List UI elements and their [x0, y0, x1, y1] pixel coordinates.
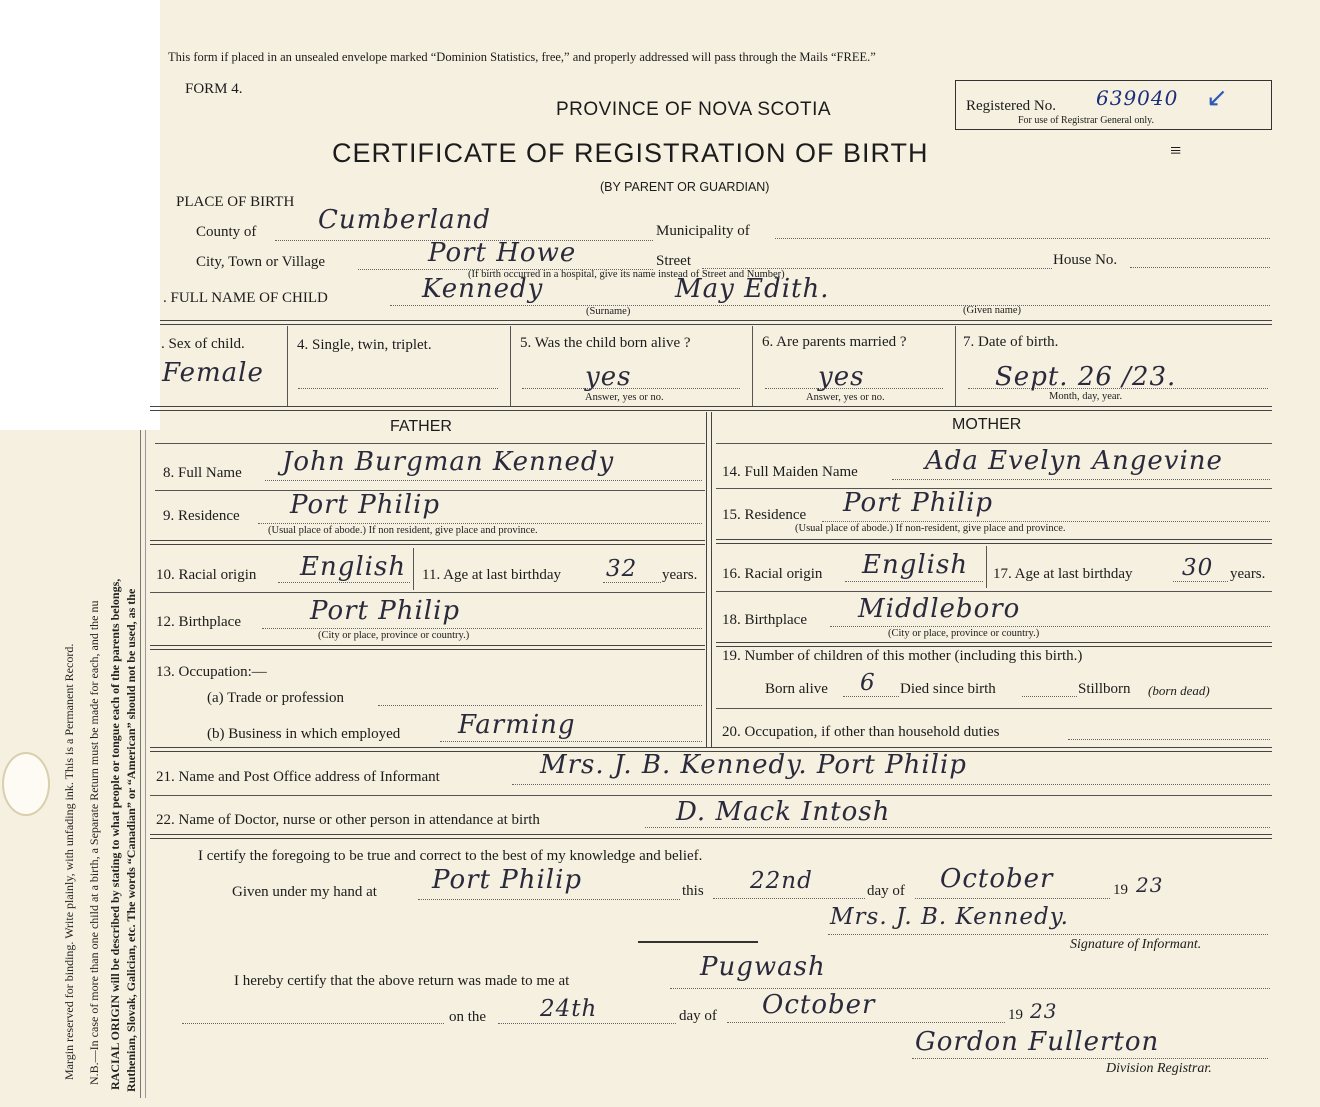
father-residence-label: 9. Residence [163, 508, 240, 524]
strikeout-mark: ≡ [1170, 140, 1182, 162]
punch-hole [2, 752, 50, 816]
mother-age-label: 17. Age at last birthday [993, 566, 1133, 582]
mother-birthplace-label: 18. Birthplace [722, 612, 807, 628]
mother-name-value: Ada Evelyn Angevine [925, 446, 1223, 476]
county-value: Cumberland [318, 205, 491, 235]
child-surname: Kennedy [422, 274, 544, 304]
registered-number: 639040 [1096, 86, 1179, 110]
mother-residence-value: Port Philip [843, 488, 994, 518]
this-label: this [682, 883, 704, 899]
born-alive-caption: Answer, yes or no. [585, 392, 664, 403]
given-year-prefix: 19 [1113, 882, 1128, 898]
father-residence-value: Port Philip [290, 490, 441, 520]
father-birthplace-value: Port Philip [310, 596, 461, 626]
blue-check-mark: ↙ [1206, 83, 1228, 112]
parents-married-caption: Answer, yes or no. [806, 392, 885, 403]
dob-label: 7. Date of birth. [963, 334, 1059, 350]
mother-age-years: years. [1230, 566, 1266, 582]
torn-corner [0, 0, 160, 430]
registrar-day-value: 24th [540, 996, 598, 1022]
municipality-label: Municipality of [656, 223, 750, 239]
father-trade-label: (a) Trade or profession [207, 690, 345, 706]
born-alive-count-label: Born alive [765, 681, 828, 697]
sex-value: Female [162, 358, 264, 388]
father-name-value: John Burgman Kennedy [282, 447, 615, 477]
form-number: FORM 4. [185, 81, 243, 97]
given-day-of-label: day of [867, 883, 905, 899]
given-month-value: October [940, 864, 1054, 894]
dob-caption: Month, day, year. [1049, 391, 1123, 402]
informant-signature: Mrs. J. B. Kennedy. [830, 904, 1069, 930]
street-label: Street [656, 253, 691, 269]
stillborn-label: Stillborn [1078, 681, 1131, 697]
mother-birthplace-caption: (City or place, province or country.) [888, 628, 1040, 639]
father-occupation-label: 13. Occupation:— [156, 664, 267, 680]
city-label: City, Town or Village [196, 254, 326, 270]
registrar-signature: Gordon Fullerton [915, 1027, 1160, 1057]
father-age-years: years. [662, 567, 698, 583]
place-of-birth-label: PLACE OF BIRTH [176, 194, 295, 210]
mother-age-value: 30 [1182, 555, 1214, 581]
father-age-value: 32 [606, 556, 638, 582]
given-at-place: Port Philip [432, 865, 583, 895]
registrar-statement: I hereby certify that the above return was made to me at [234, 973, 570, 989]
stillborn-note: (born dead) [1148, 683, 1210, 698]
hospital-note: (If birth occurred in a hospital, give its name instead of Street and Number) [468, 269, 785, 280]
father-birthplace-label: 12. Birthplace [156, 614, 241, 630]
father-age-label: 11. Age at last birthday [422, 567, 561, 583]
registered-box [955, 80, 1272, 130]
margin-text-3: RACIAL ORIGIN will be described by stating to what people or tongue each of the parents belongs, [108, 578, 122, 1090]
given-at-label: Given under my hand at [232, 884, 377, 900]
registrar-month-value: October [762, 990, 876, 1020]
father-name-label: 8. Full Name [163, 465, 242, 481]
certification-statement: I certify the foregoing to be true and correct to the best of my knowledge and belief. [198, 848, 703, 864]
on-the-label: on the [449, 1009, 487, 1025]
plurality-label: 4. Single, twin, triplet. [297, 337, 432, 353]
registered-label: Registered No. [966, 98, 1056, 114]
house-number-label: House No. [1053, 252, 1118, 268]
mother-racial-value: English [862, 550, 969, 580]
parents-married-label: 6. Are parents married ? [762, 334, 907, 350]
father-residence-caption: (Usual place of abode.) If non resident, give place and province. [268, 525, 538, 536]
registrar-day-of-label: day of [679, 1008, 717, 1024]
father-birthplace-caption: (City or place, province or country.) [318, 630, 470, 641]
surname-caption: (Surname) [586, 306, 631, 317]
born-alive-value: yes [585, 362, 632, 392]
informant-label: 21. Name and Post Office address of Informant [156, 769, 440, 785]
mother-birthplace-value: Middleboro [858, 594, 1021, 624]
registrar-place: Pugwash [700, 952, 826, 982]
margin-text-4: Ruthenian, Slovak, Galician, etc. The words “Canadian” or “American” should not be used, as the [124, 588, 138, 1092]
mother-racial-label: 16. Racial origin [722, 566, 823, 582]
certificate-title: CERTIFICATE OF REGISTRATION OF BIRTH [332, 138, 929, 168]
mother-name-label: 14. Full Maiden Name [722, 464, 858, 480]
informant-signature-caption: Signature of Informant. [1070, 937, 1202, 952]
margin-text-2: N.B.—In case of more than one child at a birth, a Separate Return must be made for each, and the nu [87, 600, 101, 1085]
doctor-value: D. Mack Intosh [676, 797, 891, 827]
mother-heading: MOTHER [952, 416, 1022, 433]
registrar-year-value: 23 [1030, 999, 1058, 1023]
informant-value: Mrs. J. B. Kennedy. Port Philip [540, 750, 967, 780]
mother-occupation-label: 20. Occupation, if other than household duties [722, 724, 1000, 740]
father-business-value: Farming [458, 710, 576, 740]
child-name-label: . FULL NAME OF CHILD [163, 290, 328, 306]
mother-children-label: 19. Number of children of this mother (including this birth.) [722, 648, 1083, 664]
father-racial-label: 10. Racial origin [156, 567, 257, 583]
doctor-label: 22. Name of Doctor, nurse or other person in attendance at birth [156, 812, 540, 828]
margin-text-1: Margin reserved for binding. Write plainly, with unfading ink. This is a Permanent Record. [62, 643, 76, 1080]
mother-residence-label: 15. Residence [722, 507, 807, 523]
died-since-birth-label: Died since birth [900, 681, 996, 697]
mother-residence-caption: (Usual place of abode.) If non-resident, give place and province. [795, 523, 1066, 534]
parents-married-value: yes [818, 362, 865, 392]
born-alive-count-value: 6 [860, 670, 876, 696]
father-racial-value: English [300, 552, 407, 582]
mail-notice: This form if placed in an unsealed envelope marked “Dominion Statistics, free,” and properly addressed will pass through the Mails “FREE.” [168, 50, 876, 64]
father-heading: FATHER [390, 418, 452, 435]
registrar-note: For use of Registrar General only. [1018, 115, 1154, 126]
province-heading: PROVINCE OF NOVA SCOTIA [556, 99, 832, 120]
registrar-year-prefix: 19 [1008, 1007, 1023, 1023]
dob-value: Sept. 26 /23. [995, 362, 1177, 392]
given-name-caption: (Given name) [963, 305, 1022, 316]
child-given-name: May Edith. [675, 274, 830, 304]
city-value: Port Howe [428, 238, 577, 268]
born-alive-label: 5. Was the child born alive ? [520, 335, 691, 351]
given-day-value: 22nd [750, 868, 813, 894]
county-label: County of [196, 224, 257, 240]
father-business-label: (b) Business in which employed [207, 726, 401, 742]
certificate-subtitle: (BY PARENT OR GUARDIAN) [600, 180, 770, 194]
sex-label: . Sex of child. [161, 336, 245, 352]
registrar-signature-caption: Division Registrar. [1106, 1061, 1212, 1076]
given-year-value: 23 [1136, 873, 1164, 897]
